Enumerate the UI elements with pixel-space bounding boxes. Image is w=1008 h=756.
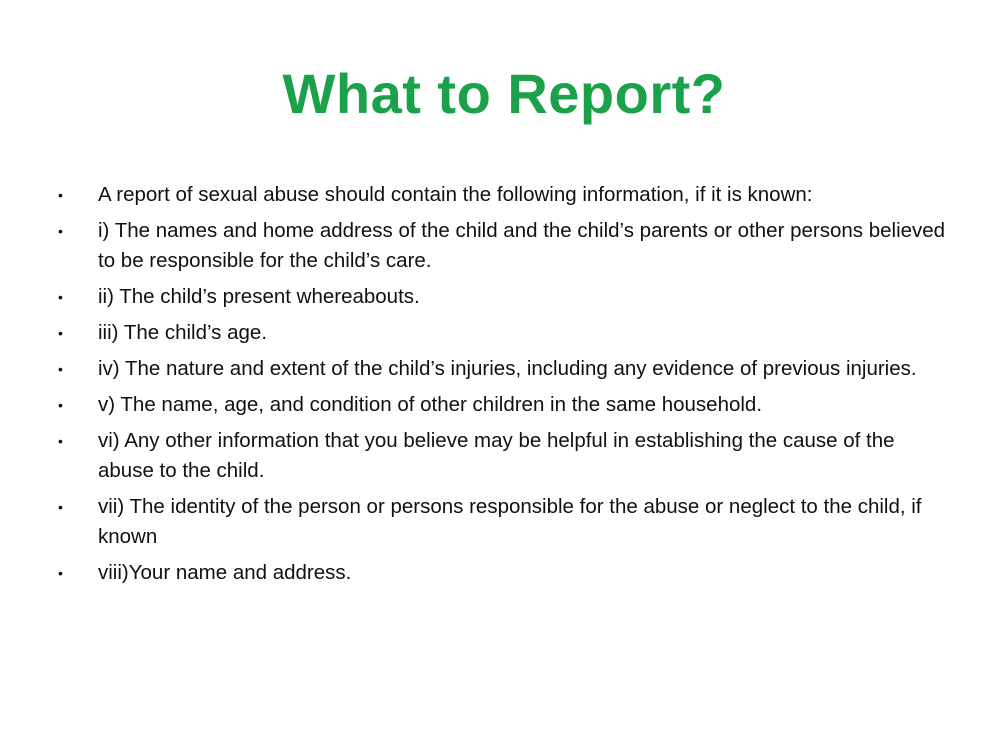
bullet-text: iii) The child’s age. xyxy=(98,321,268,344)
bullet-icon: • xyxy=(58,499,63,515)
bullet-icon: • xyxy=(58,397,63,413)
list-item xyxy=(58,318,948,348)
list-item xyxy=(58,558,948,588)
list-item xyxy=(58,492,948,552)
bullet-text: v) The name, age, and condition of other children in the same household. xyxy=(98,393,763,416)
list-item xyxy=(58,282,948,312)
list-item xyxy=(58,180,948,210)
list-item xyxy=(58,390,948,420)
bullet-icon: • xyxy=(58,565,63,581)
bullet-text: iv) The nature and extent of the child’s injuries, including any evidence of previous injuries. xyxy=(98,357,917,380)
bullet-icon: • xyxy=(58,361,63,377)
slide-title: What to Report? xyxy=(282,62,726,125)
bullet-icon: • xyxy=(58,223,63,239)
bullet-text: i) The names and home address of the child and the child’s parents or other persons believed to be responsible for the child’s care. xyxy=(98,219,946,272)
bullet-text: ii) The child’s present whereabouts. xyxy=(98,285,420,308)
bullet-text: A report of sexual abuse should contain the following information, if it is known: xyxy=(98,183,813,206)
list-item xyxy=(58,426,948,486)
bullet-text: vii) The identity of the person or persons responsible for the abuse or neglect to the child, if known xyxy=(98,495,922,548)
bullet-text: viii)Your name and address. xyxy=(98,561,352,584)
bullet-icon: • xyxy=(58,325,63,341)
bullet-icon: • xyxy=(58,433,63,449)
bullet-icon: • xyxy=(58,187,63,203)
bullet-icon: • xyxy=(58,289,63,305)
list-item xyxy=(58,216,948,276)
list-item xyxy=(58,354,948,384)
bullet-text: vi) Any other information that you believe may be helpful in establishing the cause of the abuse to the child. xyxy=(98,429,895,482)
bullet-list xyxy=(58,180,948,594)
